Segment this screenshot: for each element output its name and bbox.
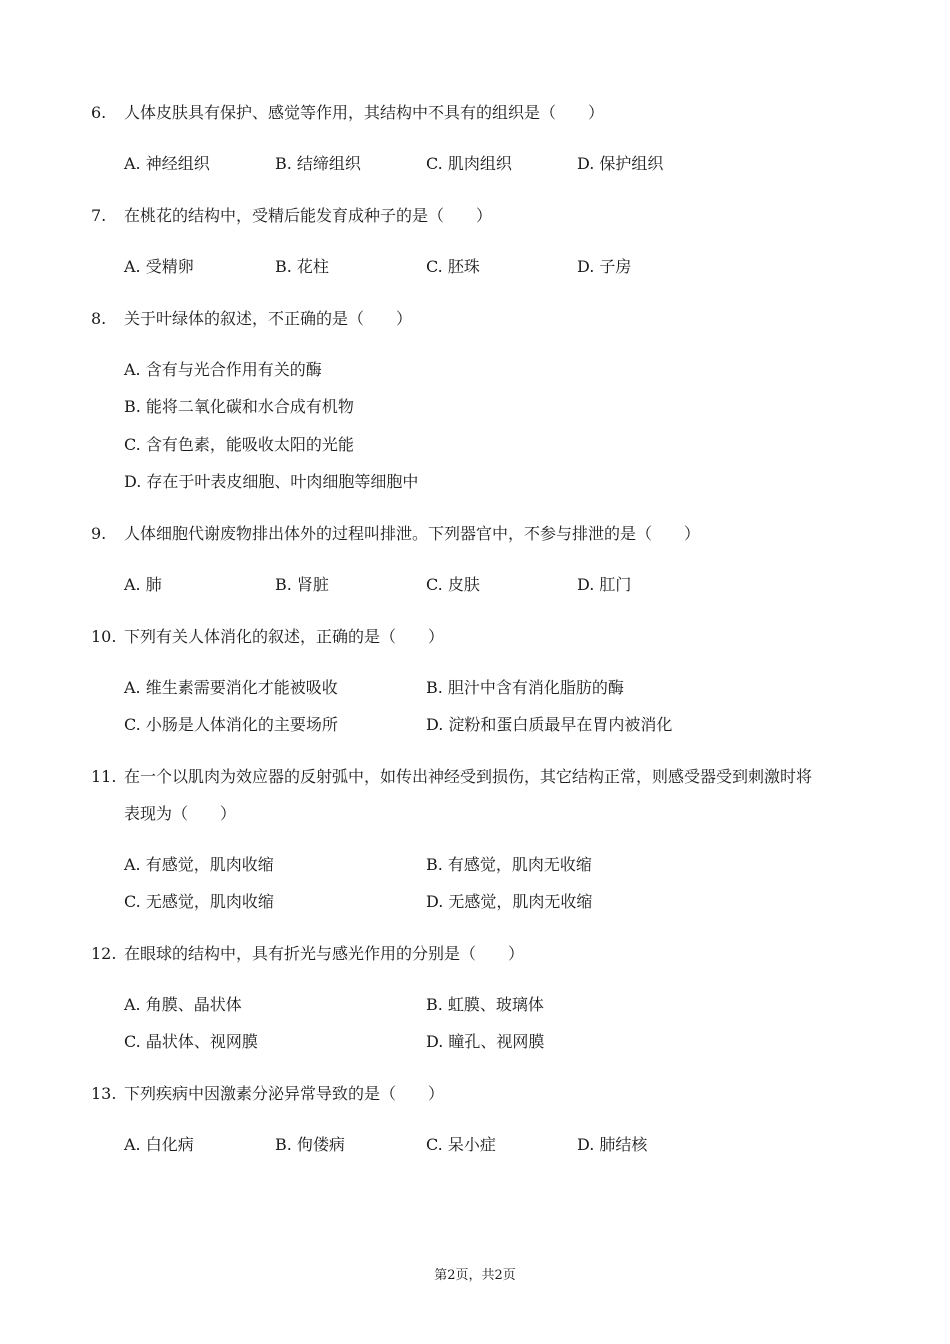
question-stem: 在桃花的结构中，受精后能发育成种子的是（ ） xyxy=(124,206,493,225)
option-c: C. 呆小症 xyxy=(426,1135,496,1154)
option-c: C. 无感觉，肌肉收缩 xyxy=(124,892,274,911)
option-d: D. 无感觉，肌肉无收缩 xyxy=(426,892,593,911)
option-d: D. 肺结核 xyxy=(577,1135,648,1154)
question-stem: 人体皮肤具有保护、感觉等作用，其结构中不具有的组织是（ ） xyxy=(124,103,605,122)
option-c: C. 含有色素，能吸收太阳的光能 xyxy=(124,435,354,454)
option-d: D. 瞳孔、视网膜 xyxy=(426,1032,545,1051)
option-b: B. 结缔组织 xyxy=(275,154,361,173)
question-number: 7. xyxy=(91,206,107,225)
question-number: 10. xyxy=(91,627,117,646)
option-b: B. 有感觉，肌肉无收缩 xyxy=(426,855,592,874)
option-a: A. 含有与光合作用有关的酶 xyxy=(124,360,322,379)
question-number: 11. xyxy=(91,767,117,786)
question-stem: 在一个以肌肉为效应器的反射弧中，如传出神经受到损伤，其它结构正常，则感受器受到刺激时将 xyxy=(124,767,813,786)
question-stem: 人体细胞代谢废物排出体外的过程叫排泄。下列器官中，不参与排泄的是（ ） xyxy=(124,524,701,543)
option-d: D. 存在于叶表皮细胞、叶肉细胞等细胞中 xyxy=(124,472,419,491)
option-b: B. 肾脏 xyxy=(275,575,329,594)
option-a: A. 白化病 xyxy=(124,1135,194,1154)
question-number: 8. xyxy=(91,309,107,328)
question-stem-continued: 表现为（ ） xyxy=(124,804,237,823)
question-number: 13. xyxy=(91,1084,117,1103)
option-a: A. 神经组织 xyxy=(124,154,210,173)
option-b: B. 能将二氧化碳和水合成有机物 xyxy=(124,397,354,416)
question-stem: 在眼球的结构中，具有折光与感光作用的分别是（ ） xyxy=(124,944,525,963)
option-b: B. 佝偻病 xyxy=(275,1135,345,1154)
question-number: 6. xyxy=(91,103,107,122)
option-b: B. 花柱 xyxy=(275,257,329,276)
option-c: C. 肌肉组织 xyxy=(426,154,512,173)
option-d: D. 子房 xyxy=(577,257,632,276)
option-c: C. 小肠是人体消化的主要场所 xyxy=(124,715,338,734)
option-c: C. 晶状体、视网膜 xyxy=(124,1032,258,1051)
question-stem: 下列有关人体消化的叙述，正确的是（ ） xyxy=(124,627,445,646)
question-stem: 关于叶绿体的叙述，不正确的是（ ） xyxy=(124,309,413,328)
option-d: D. 肛门 xyxy=(577,575,632,594)
page-footer: 第2页，共2页 xyxy=(434,1268,516,1283)
option-b: B. 胆汁中含有消化脂肪的酶 xyxy=(426,678,624,697)
question-number: 9. xyxy=(91,524,107,543)
question-stem: 下列疾病中因激素分泌异常导致的是（ ） xyxy=(124,1084,445,1103)
option-a: A. 有感觉，肌肉收缩 xyxy=(124,855,274,874)
question-number: 12. xyxy=(91,944,117,963)
option-c: C. 胚珠 xyxy=(426,257,480,276)
option-a: A. 维生素需要消化才能被吸收 xyxy=(124,678,338,697)
option-c: C. 皮肤 xyxy=(426,575,480,594)
option-d: D. 淀粉和蛋白质最早在胃内被消化 xyxy=(426,715,673,734)
option-a: A. 角膜、晶状体 xyxy=(124,995,242,1014)
option-a: A. 受精卵 xyxy=(124,257,194,276)
option-d: D. 保护组织 xyxy=(577,154,664,173)
option-a: A. 肺 xyxy=(124,575,162,594)
option-b: B. 虹膜、玻璃体 xyxy=(426,995,544,1014)
